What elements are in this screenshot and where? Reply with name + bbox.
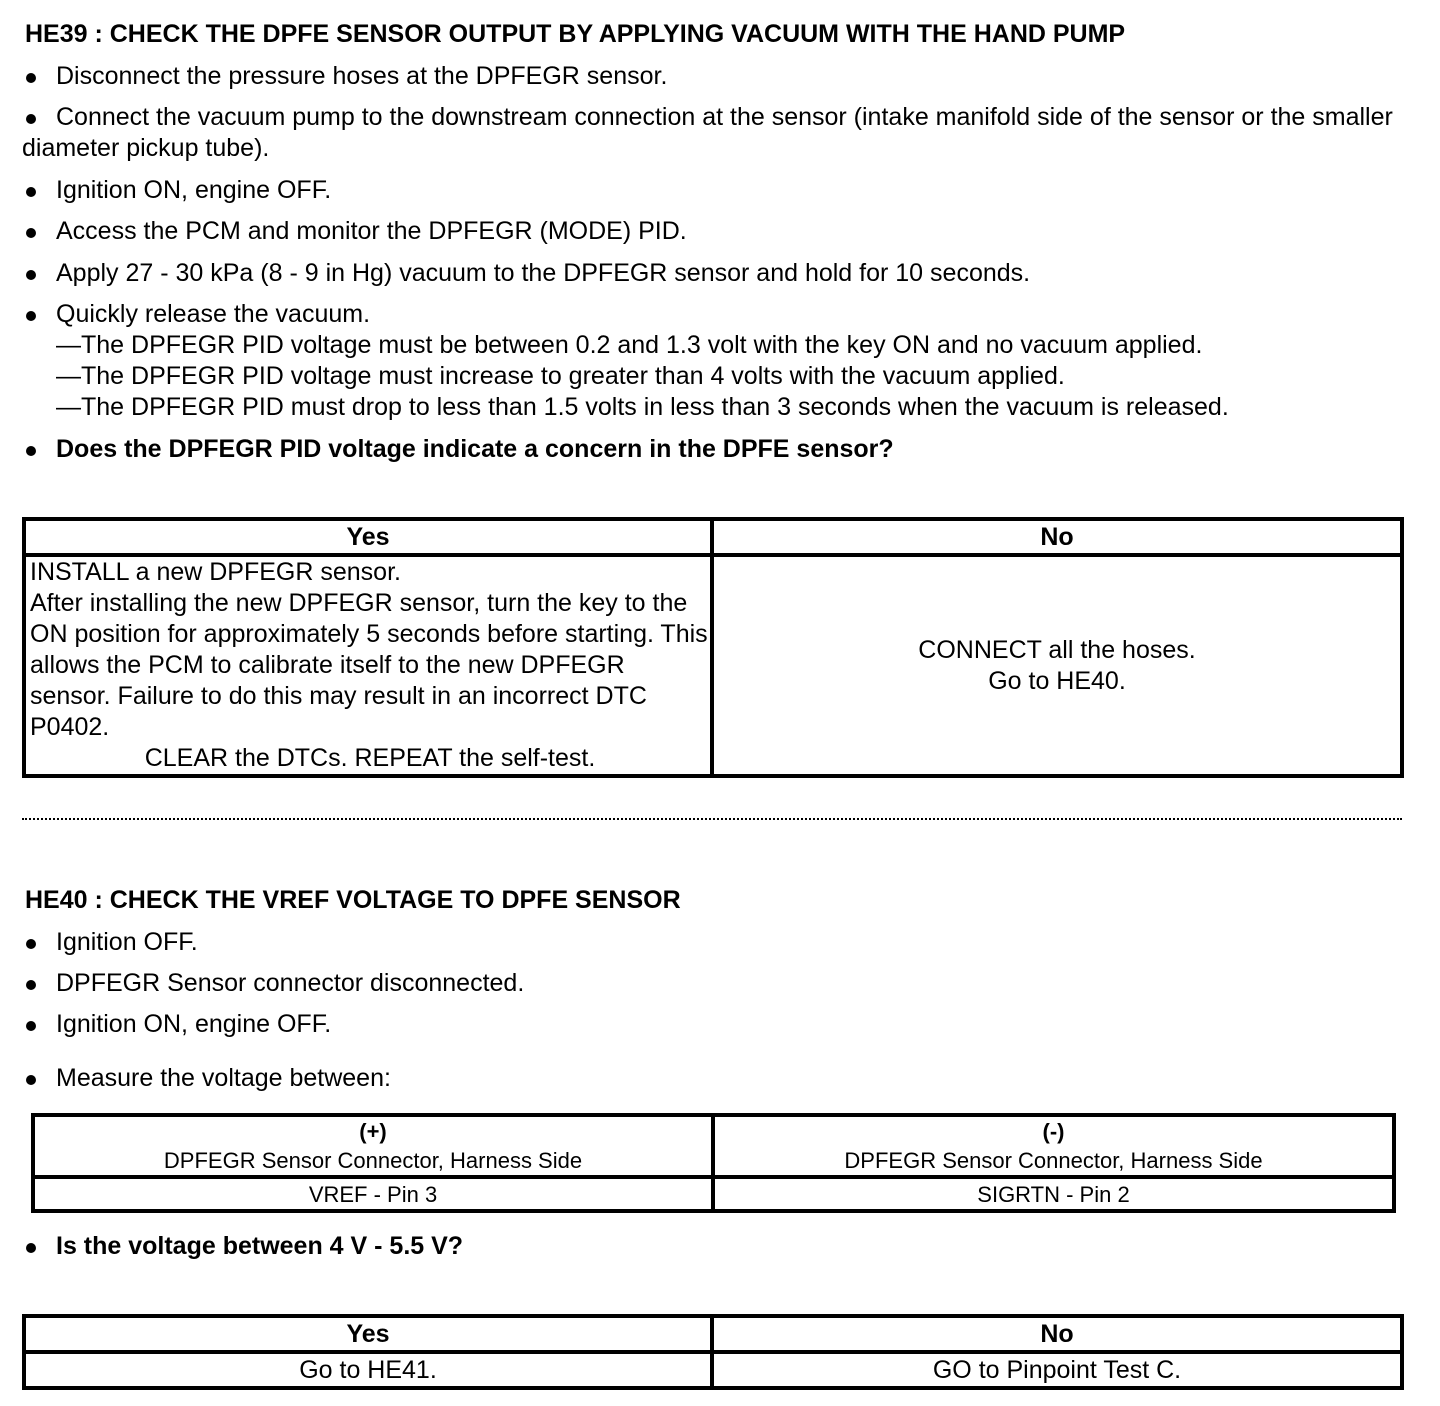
bullet-icon	[26, 270, 36, 280]
he39-step-6	[22, 299, 1417, 423]
section-divider	[22, 818, 1402, 820]
bullet-icon	[26, 1243, 36, 1253]
sub-step-2: —The DPFEGR PID voltage must increase to greater than 4 volts with the vacuum applied.	[56, 362, 1065, 390]
step-text: DPFEGR Sensor connector disconnected.	[56, 969, 525, 997]
no-action-cell	[712, 555, 1402, 776]
bullet-icon	[26, 114, 36, 124]
step-text: Quickly release the vacuum.	[56, 300, 371, 328]
plus-label: DPFEGR Sensor Connector, Harness Side	[163, 1148, 583, 1173]
yes-header: Yes	[24, 1316, 712, 1352]
bullet-icon	[26, 1075, 36, 1085]
step-text: Measure the voltage between:	[56, 1064, 391, 1092]
step-text: Ignition OFF.	[56, 928, 198, 956]
he40-step-1	[22, 927, 1417, 958]
question-text: Does the DPFEGR PID voltage indicate a concern in the DPFE sensor?	[56, 435, 894, 463]
he40-step-4	[22, 1063, 1417, 1094]
yes-line-2: After installing the new DPFEGR sensor, turn the key to the ON position for approximately 5 seconds before starting. This allows the PCM to calibrate itself to the new DPFEGR sensor. Failure to do this may result in an incorrect DTC P0402.	[30, 589, 708, 741]
yes-action-cell	[24, 555, 712, 776]
step-text: Access the PCM and monitor the DPFEGR (MODE) PID.	[56, 217, 687, 245]
he40-title: HE40 : CHECK THE VREF VOLTAGE TO DPFE SENSOR	[25, 886, 681, 914]
he39-step-5	[22, 258, 1417, 289]
bullet-icon	[26, 187, 36, 197]
no-header: No	[712, 519, 1402, 555]
minus-label: DPFEGR Sensor Connector, Harness Side	[844, 1148, 1263, 1173]
step-text: Connect the vacuum pump to the downstream connection at the sensor (intake manifold side of the sensor or the smaller diameter pickup tube).	[22, 103, 1393, 162]
bullet-icon	[26, 446, 36, 456]
question-text: Is the voltage between 4 V - 5.5 V?	[56, 1232, 464, 1260]
step-text: Disconnect the pressure hoses at the DPFEGR sensor.	[56, 62, 668, 90]
he40-question	[22, 1231, 1417, 1262]
no-action: GO to Pinpoint Test C.	[712, 1352, 1402, 1388]
he39-step-1	[22, 61, 1417, 92]
bullet-icon	[26, 228, 36, 238]
no-line-1: CONNECT all the hoses.	[918, 635, 1196, 664]
he40-measure-table	[31, 1113, 1396, 1213]
plus-sign: (+)	[359, 1119, 387, 1144]
he39-step-3	[22, 175, 1417, 206]
he39-decision-table	[22, 517, 1404, 778]
yes-header: Yes	[24, 519, 712, 555]
he39-title: HE39 : CHECK THE DPFE SENSOR OUTPUT BY APPLYING VACUUM WITH THE HAND PUMP	[25, 20, 1126, 48]
plus-pin: VREF - Pin 3	[33, 1177, 713, 1211]
yes-line-3: CLEAR the DTCs. REPEAT the self-test.	[144, 744, 596, 772]
bullet-icon	[26, 980, 36, 990]
minus-terminal-cell	[713, 1115, 1394, 1177]
minus-pin: SIGRTN - Pin 2	[713, 1177, 1394, 1211]
bullet-icon	[26, 939, 36, 949]
he40-step-2	[22, 968, 1417, 999]
he39-step-4	[22, 216, 1417, 247]
minus-sign: (-)	[1042, 1119, 1065, 1144]
sub-step-1: —The DPFEGR PID voltage must be between 0.2 and 1.3 volt with the key ON and no vacuum applied.	[56, 331, 1203, 359]
step-text: Ignition ON, engine OFF.	[56, 1010, 332, 1038]
bullet-icon	[26, 1021, 36, 1031]
no-line-2: Go to HE40.	[988, 666, 1126, 695]
plus-terminal-cell	[33, 1115, 713, 1177]
step-text: Apply 27 - 30 kPa (8 - 9 in Hg) vacuum to the DPFEGR sensor and hold for 10 seconds.	[56, 259, 1031, 287]
he40-step-3	[22, 1009, 1417, 1040]
he39-question	[22, 434, 1417, 465]
sub-step-3: —The DPFEGR PID must drop to less than 1.5 volts in less than 3 seconds when the vacuum is released.	[56, 393, 1229, 421]
yes-action: Go to HE41.	[24, 1352, 712, 1388]
he39-step-2	[22, 102, 1417, 164]
yes-line-1: INSTALL a new DPFEGR sensor.	[30, 558, 401, 586]
he40-decision-table	[22, 1314, 1404, 1390]
step-text: Ignition ON, engine OFF.	[56, 176, 332, 204]
bullet-icon	[26, 311, 36, 321]
bullet-icon	[26, 73, 36, 83]
no-header: No	[712, 1316, 1402, 1352]
